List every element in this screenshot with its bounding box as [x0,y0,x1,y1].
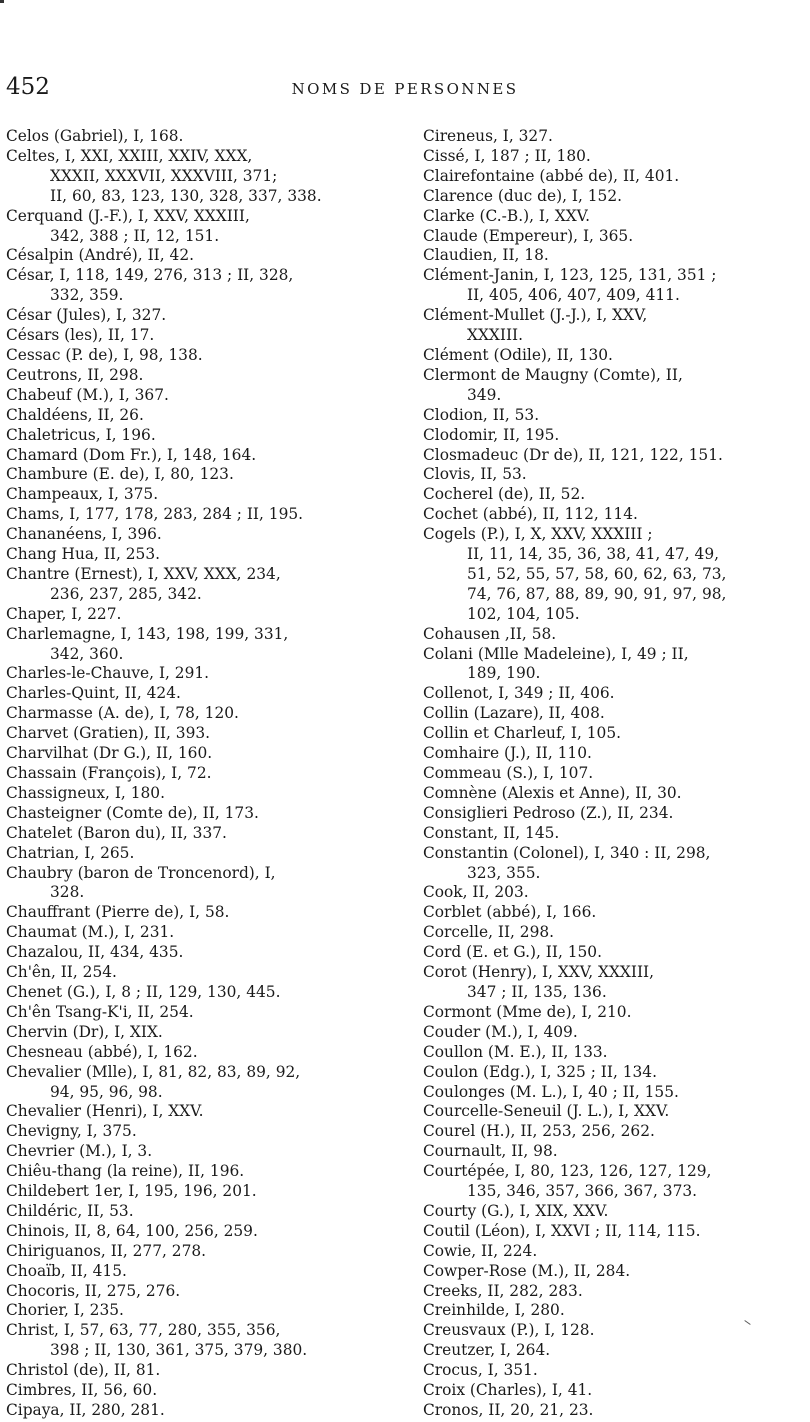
index-entry-line: Chatelet (Baron du), II, 337. [6,823,227,842]
index-entry-continuation: 347 ; II, 135, 136. [467,982,607,1001]
index-entry [423,963,808,1003]
index-entry [6,664,401,684]
index-entry [423,1122,808,1142]
index-entry [6,465,401,485]
index-entry-continuation: 349. [467,385,502,404]
index-entry [6,127,401,147]
index-entry-line: Charles-Quint, II, 424. [6,684,181,703]
index-entry-line: Clément (Odile), II, 130. [423,345,613,364]
index-entry [423,127,808,147]
index-entry [423,684,808,704]
index-entry [423,824,808,844]
index-entry [423,1003,808,1023]
index-entry [423,764,808,784]
index-entry-line: Clarence (duc de), I, 152. [423,186,623,205]
index-entry-line: Clément-Mullet (J.-J.), I, XXV, [423,306,648,325]
index-entry [423,1242,808,1262]
index-entry [423,446,808,466]
index-entry-line: Cournault, II, 98. [423,1142,558,1161]
index-entry [6,1102,401,1122]
index-entry [6,346,401,366]
index-entry [423,306,808,346]
index-entry [6,1361,401,1381]
index-entry-line: Coulon (Edg.), I, 325 ; II, 134. [423,1062,657,1081]
index-entry [6,406,401,426]
index-entry-line: Chinois, II, 8, 64, 100, 256, 259. [6,1221,258,1240]
index-entry-continuation: 189, 190. [467,664,541,683]
index-entry [423,207,808,227]
index-entry-line: Charmasse (A. de), I, 78, 120. [6,704,239,723]
page-edge-mark [0,0,4,3]
index-entry [423,167,808,187]
index-entry-line: Coullon (M. E.), II, 133. [423,1042,608,1061]
index-entry [6,1282,401,1302]
index-entry [6,1242,401,1262]
index-entry-line: Chaldéens, II, 26. [6,405,144,424]
index-entry [6,1401,401,1421]
index-entry-continuation: 51, 52, 55, 57, 58, 60, 62, 63, 73, [467,564,727,583]
index-entry-line: Clermont de Maugny (Comte), II, [423,365,683,384]
index-entry [423,903,808,923]
index-entry-line: Clément-Janin, I, 123, 125, 131, 351 ; [423,266,717,285]
index-entry [6,1202,401,1222]
index-entry-line: Claude (Empereur), I, 365. [423,226,634,245]
index-entry-line: Courty (G.), I, XIX, XXV. [423,1201,609,1220]
index-entry-line: Césalpin (André), II, 42. [6,246,195,265]
index-entry-line: Collin et Charleuf, I, 105. [423,724,622,743]
index-entry [6,1301,401,1321]
index-entry [6,485,401,505]
index-entry-line: Consiglieri Pedroso (Z.), II, 234. [423,803,674,822]
index-entry-line: Chevalier (Henri), I, XXV. [6,1102,204,1121]
index-entry-line: Celos (Gabriel), I, 168. [6,127,184,145]
index-entry-continuation: 102, 104, 105. [467,604,580,623]
index-entry-line: Christol (de), II, 81. [6,1361,161,1380]
index-entry-line: Celtes, I, XXI, XXIII, XXIV, XXX, [6,146,253,165]
index-entry-continuation: II, 60, 83, 123, 130, 328, 337, 338. [50,186,322,205]
index-column-left [6,127,401,1421]
index-entry-line: Cronos, II, 20, 21, 23. [423,1401,594,1419]
index-entry-line: Corcelle, II, 298. [423,923,555,942]
index-entry [423,744,808,764]
index-entry [423,1142,808,1162]
index-entry-line: Chevrier (M.), I, 3. [6,1142,153,1161]
index-entry-continuation: XXXII, XXXVII, XXXVIII, 371; [50,166,278,185]
index-entry-line: Chabeuf (M.), I, 367. [6,385,169,404]
index-entry-line: Childebert 1er, I, 195, 196, 201. [6,1182,257,1201]
index-entry [6,684,401,704]
index-entry [423,1083,808,1103]
index-entry [6,446,401,466]
index-entry [423,625,808,645]
index-entry [423,406,808,426]
index-entry-line: Chaubry (baron de Troncenord), I, [6,863,276,882]
index-entry-continuation: 342, 360. [50,644,124,663]
index-entry [6,1063,401,1103]
index-entry-continuation: 332, 359. [50,286,124,305]
index-entry [423,943,808,963]
index-entry [423,844,808,884]
index-entry-line: Chervin (Dr), I, XIX. [6,1022,163,1041]
index-entry [6,923,401,943]
index-entry-line: Cocherel (de), II, 52. [423,485,586,504]
index-entry [423,724,808,744]
index-entry [6,1043,401,1063]
index-entry [6,525,401,545]
index-entry-line: Charles-le-Chauve, I, 291. [6,664,210,683]
index-entry [423,266,808,306]
index-entry [6,784,401,804]
index-entry-line: Chenet (G.), I, 8 ; II, 129, 130, 445. [6,982,281,1001]
index-entry-continuation: 398 ; II, 130, 361, 375, 379, 380. [50,1341,308,1360]
index-entry-continuation: 342, 388 ; II, 12, 151. [50,226,220,245]
index-entry-line: Couder (M.), I, 409. [423,1022,578,1041]
index-entry [423,704,808,724]
index-entry [423,465,808,485]
index-entry [6,326,401,346]
index-entry [6,1182,401,1202]
index-entry [423,1102,808,1122]
index-entry-line: Chaper, I, 227. [6,604,122,623]
index-entry-line: Cormont (Mme de), I, 210. [423,1002,632,1021]
index-entry [6,1381,401,1401]
index-entry [6,744,401,764]
index-entry [423,485,808,505]
index-entry-line: Charvet (Gratien), II, 393. [6,724,211,743]
index-entry-line: Cissé, I, 187 ; II, 180. [423,146,591,165]
index-entry [423,366,808,406]
index-entry [6,963,401,983]
index-entry-line: Collin (Lazare), II, 408. [423,704,605,723]
index-entry [6,1162,401,1182]
index-entry-line: Constantin (Colonel), I, 340 : II, 298, [423,843,711,862]
index-entry-line: Collenot, I, 349 ; II, 406. [423,684,615,703]
index-entry-line: Colani (Mlle Madeleine), I, 49 ; II, [423,644,689,663]
index-entry [6,386,401,406]
index-entry-line: Croix (Charles), I, 41. [423,1381,593,1400]
index-entry-line: Christ, I, 57, 63, 77, 280, 355, 356, [6,1321,281,1340]
index-entry [6,266,401,306]
index-entry [423,346,808,366]
index-entry-line: Clarke (C.-B.), I, XXV. [423,206,590,225]
index-entry-line: Chassain (François), I, 72. [6,764,212,782]
index-entry [423,804,808,824]
index-entry [6,943,401,963]
index-entry [6,207,401,247]
index-entry-line: Commeau (S.), I, 107. [423,764,594,782]
index-entry [423,1023,808,1043]
index-entry-line: Crocus, I, 351. [423,1361,538,1380]
index-entry [423,426,808,446]
index-entry [6,605,401,625]
index-entry-line: Chatrian, I, 265. [6,843,135,862]
index-column-right [423,127,808,1421]
index-entry-line: Cogels (P.), I, X, XXV, XXXIII ; [423,525,653,544]
index-entry-continuation: 135, 346, 357, 366, 367, 373. [467,1182,698,1201]
index-entry-line: Chorier, I, 235. [6,1301,124,1320]
index-entry-continuation: 94, 95, 96, 98. [50,1082,163,1101]
index-entry-line: Courel (H.), II, 253, 256, 262. [423,1122,655,1141]
index-entry-line: César (Jules), I, 327. [6,306,167,325]
index-entry [6,1122,401,1142]
index-entry-line: César, I, 118, 149, 276, 313 ; II, 328, [6,266,294,285]
index-entry-line: Cimbres, II, 56, 60. [6,1381,158,1400]
index-entry-continuation: 236, 237, 285, 342. [50,584,202,603]
index-entry-line: Closmadeuc (Dr de), II, 121, 122, 151. [423,445,723,464]
index-entry-line: Chams, I, 177, 178, 283, 284 ; II, 195. [6,505,304,524]
index-entry-line: Ceutrons, II, 298. [6,365,144,384]
index-entry [423,1341,808,1361]
index-entry-line: Cord (E. et G.), II, 150. [423,943,602,962]
index-entry [423,505,808,525]
index-entry-line: Childéric, II, 53. [6,1201,134,1220]
index-entry-line: Courcelle-Seneuil (J. L.), I, XXV. [423,1102,670,1121]
index-entry [423,1282,808,1302]
index-entry [6,724,401,744]
index-entry [423,1043,808,1063]
index-entry-line: Chang Hua, II, 253. [6,545,161,564]
index-entry [6,1321,401,1361]
index-entry [6,565,401,605]
index-entry-line: Ch'ên, II, 254. [6,963,117,982]
index-entry [6,147,401,207]
index-entry-line: Courtépée, I, 80, 123, 126, 127, 129, [423,1162,712,1181]
index-entry [423,645,808,685]
index-entry [423,1202,808,1222]
index-entry [423,1162,808,1202]
index-entry-line: Corblet (abbé), I, 166. [423,903,597,922]
index-entry-line: Choaïb, II, 415. [6,1261,127,1280]
index-entry-line: Chamard (Dom Fr.), I, 148, 164. [6,445,257,464]
index-entry-line: Chazalou, II, 434, 435. [6,943,184,962]
index-entry-line: Creinhilde, I, 280. [423,1301,565,1320]
index-entry-line: Cowie, II, 224. [423,1241,538,1260]
index-entry-line: Coutil (Léon), I, XXVI ; II, 114, 115. [423,1221,701,1240]
index-entry [6,366,401,386]
index-entry [423,187,808,207]
index-entry-line: Constant, II, 145. [423,823,560,842]
index-entry [6,1142,401,1162]
index-entry-line: Cowper-Rose (M.), II, 284. [423,1261,631,1280]
index-entry [6,1023,401,1043]
index-entry-line: Césars (les), II, 17. [6,326,155,345]
index-entry [423,246,808,266]
index-entry [423,227,808,247]
index-entry [6,864,401,904]
index-entry [6,1262,401,1282]
index-entry-line: Cook, II, 203. [423,883,529,902]
index-entry-line: Chananéens, I, 396. [6,525,162,544]
index-entry [6,625,401,665]
index-entry [423,525,808,625]
index-entry [6,426,401,446]
page-number: 452 [6,74,50,100]
index-entry-line: Chauffrant (Pierre de), I, 58. [6,903,230,922]
index-entry-line: Clodion, II, 53. [423,405,540,424]
index-entry [423,1262,808,1282]
index-entry-line: Ch'ên Tsang-K'i, II, 254. [6,1002,194,1021]
index-entry-continuation: 328. [50,883,85,902]
index-entry [6,844,401,864]
index-entry-line: Chevigny, I, 375. [6,1122,137,1141]
index-entry [423,1301,808,1321]
index-entry-line: Clodomir, II, 195. [423,425,560,444]
index-entry [423,1381,808,1401]
index-entry-line: Charvilhat (Dr G.), II, 160. [6,744,213,763]
index-entry-continuation: II, 11, 14, 35, 36, 38, 41, 47, 49, [467,545,719,564]
index-entry [423,784,808,804]
index-entry-line: Cipaya, II, 280, 281. [6,1401,165,1419]
index-entry-line: Claudien, II, 18. [423,246,549,265]
index-entry [6,306,401,326]
index-entry-line: Coulonges (M. L.), I, 40 ; II, 155. [423,1082,679,1101]
index-entry [423,923,808,943]
index-entry-line: Creutzer, I, 264. [423,1341,551,1360]
index-entry-line: Cessac (P. de), I, 98, 138. [6,345,203,364]
index-entry-line: Champeaux, I, 375. [6,485,159,504]
index-entry-line: Creeks, II, 282, 283. [423,1281,583,1300]
running-head: NOMS DE PERSONNES [291,80,519,98]
index-entry-line: Charlemagne, I, 143, 198, 199, 331, [6,624,289,643]
index-entry-continuation: 323, 355. [467,863,541,882]
index-entry [423,147,808,167]
index-entry [6,246,401,266]
index-entry [6,903,401,923]
index-entry [6,804,401,824]
index-entry [423,1222,808,1242]
index-entry [6,1003,401,1023]
index-entry-line: Cerquand (J.-F.), I, XXV, XXXIII, [6,206,250,225]
index-entry-line: Chesneau (abbé), I, 162. [6,1042,198,1061]
index-entry [6,983,401,1003]
index-entry-line: Comnène (Alexis et Anne), II, 30. [423,783,682,802]
index-entry [6,545,401,565]
index-entry [423,1063,808,1083]
index-entry-line: Chiriguanos, II, 277, 278. [6,1241,207,1260]
index-entry [6,704,401,724]
index-entry-continuation: II, 405, 406, 407, 409, 411. [467,286,680,305]
index-entry-line: Chocoris, II, 275, 276. [6,1281,181,1300]
index-entry-line: Chassigneux, I, 180. [6,783,165,802]
index-entry-line: Comhaire (J.), II, 110. [423,744,592,763]
index-entry [423,1401,808,1421]
index-entry-line: Chasteigner (Comte de), II, 173. [6,803,259,822]
index-entry-line: Cochet (abbé), II, 112, 114. [423,505,638,524]
index-entry-line: Clovis, II, 53. [423,465,527,484]
index-entry-line: Chevalier (Mlle), I, 81, 82, 83, 89, 92, [6,1062,301,1081]
index-entry-line: Chaumat (M.), I, 231. [6,923,175,942]
index-entry-line: Cireneus, I, 327. [423,127,553,145]
index-entry-continuation: 74, 76, 87, 88, 89, 90, 91, 97, 98, [467,584,727,603]
index-entry-line: Chiêu-thang (la reine), II, 196. [6,1162,245,1181]
index-entry [6,505,401,525]
index-entry [6,824,401,844]
index-entry-line: Creusvaux (P.), I, 128. [423,1321,595,1340]
index-entry [6,764,401,784]
index-entry-line: Chantre (Ernest), I, XXV, XXX, 234, [6,564,281,583]
index-entry-continuation: XXXIII. [467,326,524,345]
index-entry [423,1361,808,1381]
index-entry-line: Clairefontaine (abbé de), II, 401. [423,166,680,185]
index-entry-line: Cohausen ,II, 58. [423,624,557,643]
index-entry-line: Chaletricus, I, 196. [6,425,156,444]
index-entry-line: Corot (Henry), I, XXV, XXXIII, [423,963,655,982]
index-entry [6,1222,401,1242]
index-entry [423,883,808,903]
index-entry-line: Chambure (E. de), I, 80, 123. [6,465,234,484]
